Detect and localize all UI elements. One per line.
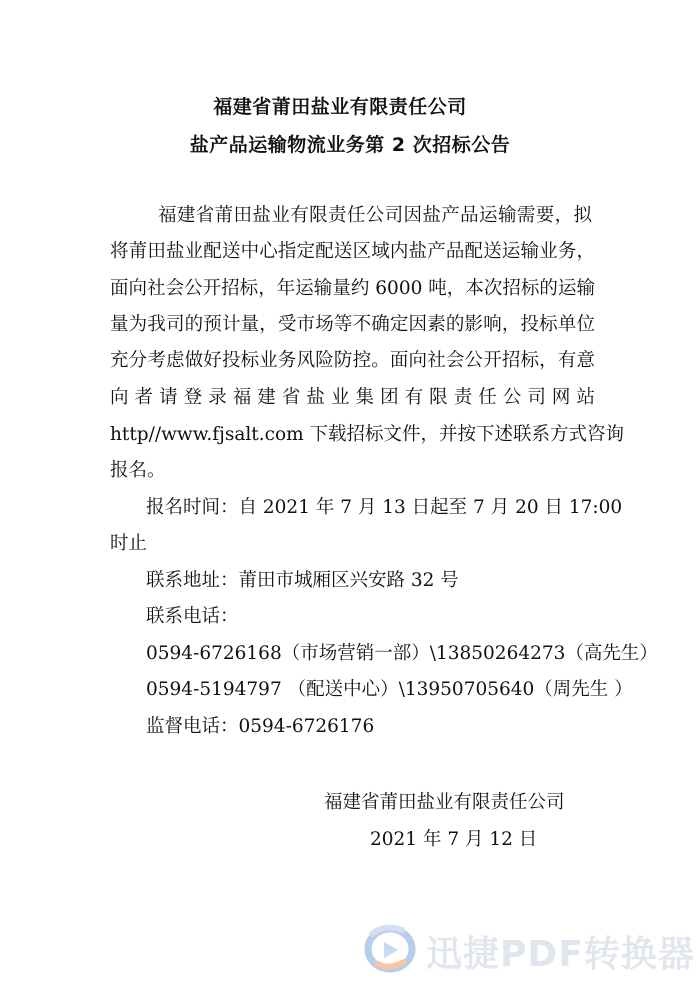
signature-company: 福建省莆田盐业有限责任公司 <box>324 792 565 813</box>
paragraph-line: 将莆田盐业配送中心指定配送区域内盐产品配送运输业务， <box>110 241 595 262</box>
registration-time-end: 时止 <box>110 533 148 554</box>
document-title-subject: 盐产品运输物流业务第 2 次招标公告 <box>189 134 511 156</box>
paragraph-line: 向者请登录福建省盐业集团有限责任公司网站 <box>110 387 595 408</box>
paragraph-line: 报名。 <box>110 460 166 481</box>
contact-phone-line: 0594-5194797 （配送中心）\13950705640（周先生 ） <box>146 679 633 700</box>
signature-date: 2021 年 7 月 12 日 <box>370 829 538 850</box>
watermark-text: 迅捷PDF转换器 <box>426 934 695 975</box>
paragraph-line: 充分考虑做好投标业务风险防控。面向社会公开招标，有意 <box>110 350 595 371</box>
contact-phone-line: 0594-6726168（市场营销一部）\13850264273（高先生） <box>146 643 658 664</box>
swirl-logo-icon <box>358 922 420 978</box>
paragraph-line: 量为我司的预计量，受市场等不确定因素的影响，投标单位 <box>110 314 595 335</box>
paragraph-line: http//www.fjsalt.com 下载招标文件，并按下述联系方式咨询 <box>110 424 625 445</box>
contact-phone-label: 联系电话： <box>146 606 239 627</box>
document-title-company: 福建省莆田盐业有限责任公司 <box>213 96 467 118</box>
paragraph-line: 福建省莆田盐业有限责任公司因盐产品运输需要，拟 <box>158 205 592 226</box>
contact-address: 联系地址：莆田市城厢区兴安路 32 号 <box>146 570 459 591</box>
paragraph-line: 面向社会公开招标，年运输量约 6000 吨，本次招标的运输 <box>110 278 595 299</box>
supervision-phone: 监督电话：0594-6726176 <box>146 716 375 737</box>
watermark <box>358 922 698 978</box>
registration-time: 报名时间：自 2021 年 7 月 13 日起至 7 月 20 日 17:00 <box>146 497 623 518</box>
